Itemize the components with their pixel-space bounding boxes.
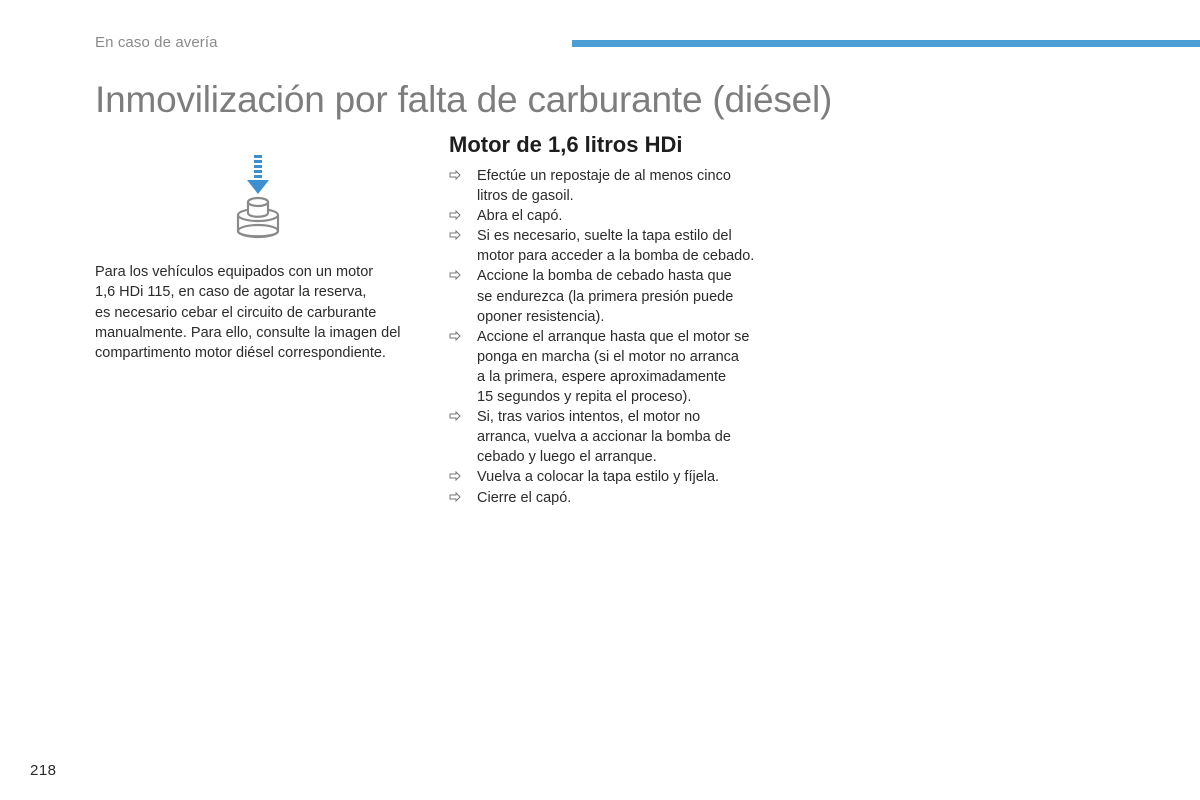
arrow-shaft — [254, 155, 262, 178]
pointing-hand-icon — [449, 227, 461, 245]
step-line: Si es necesario, suelte la tapa estilo del — [477, 228, 732, 245]
pointing-hand-icon — [449, 328, 461, 346]
pointing-hand-icon — [449, 267, 461, 285]
page-title: Inmovilización por falta de carburante (diésel) — [95, 79, 833, 120]
section-heading: Motor de 1,6 litros HDi — [449, 132, 683, 157]
step-item — [449, 327, 789, 407]
step-line: se endurezca (la primera presión puede — [477, 288, 734, 305]
pointing-hand-icon — [449, 468, 461, 486]
step-item — [449, 407, 789, 467]
step-item — [449, 266, 789, 326]
steps-list — [449, 166, 789, 508]
step-line: Si, tras varios intentos, el motor no — [477, 409, 701, 426]
step-line: litros de gasoil. — [477, 188, 574, 205]
pointing-hand-icon — [449, 167, 461, 185]
arrow-head — [247, 180, 269, 194]
step-line: oponer resistencia). — [477, 308, 605, 325]
step-item — [449, 206, 789, 226]
step-line: Efectúe un repostaje de al menos cinco — [477, 168, 731, 184]
intro-line: 1,6 HDi 115, en caso de agotar la reserva, — [95, 284, 367, 301]
step-line: motor para acceder a la bomba de cebado. — [477, 248, 755, 265]
page-number: 218 — [30, 762, 57, 779]
intro-line: compartimento motor diésel correspondiente. — [95, 345, 386, 362]
step-item — [449, 467, 789, 487]
step-line: 15 segundos y repita el proceso). — [477, 389, 692, 406]
step-item — [449, 226, 789, 266]
header-accent-bar — [572, 40, 1200, 47]
step-line: arranca, vuelva a accionar la bomba de — [477, 429, 731, 446]
step-line: Accione la bomba de cebado hasta que — [477, 268, 732, 285]
intro-line: Para los vehículos equipados con un motor — [95, 264, 374, 280]
step-item — [449, 488, 789, 508]
pointing-hand-icon — [449, 489, 461, 507]
step-line: Accione el arranque hasta que el motor se — [477, 328, 750, 345]
step-line: cebado y luego el arranque. — [477, 449, 657, 466]
fuel-priming-pump-icon — [233, 155, 283, 245]
pointing-hand-icon — [449, 408, 461, 426]
step-line: Abra el capó. — [477, 208, 563, 225]
intro-paragraph — [95, 262, 425, 363]
step-line: a la primera, espere aproximadamente — [477, 368, 727, 385]
step-line: ponga en marcha (si el motor no arranca — [477, 348, 739, 365]
intro-line: manualmente. Para ello, consulte la imagen del — [95, 324, 401, 341]
pointing-hand-icon — [449, 207, 461, 225]
section-label: En caso de avería — [95, 34, 218, 51]
step-line: Cierre el capó. — [477, 489, 572, 506]
step-item — [449, 166, 789, 206]
intro-line: es necesario cebar el circuito de carburante — [95, 304, 377, 321]
step-line: Vuelva a colocar la tapa estilo y fíjela. — [477, 469, 720, 486]
